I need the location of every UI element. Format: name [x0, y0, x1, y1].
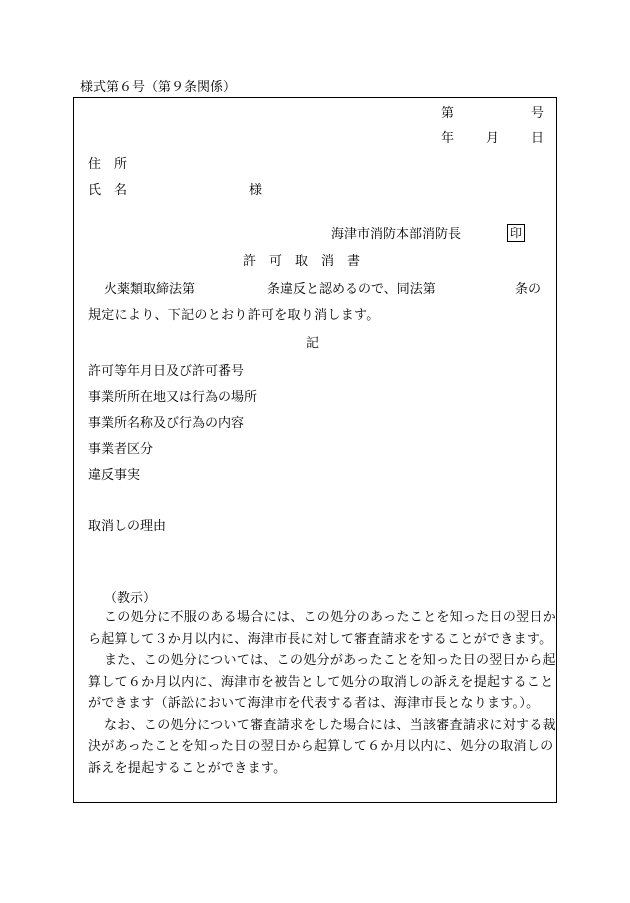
- form-heading: 様式第６号（第９条関係）: [80, 80, 237, 95]
- issuer-name: 海津市消防本部消防長: [331, 227, 462, 242]
- date-year: 年: [441, 131, 455, 146]
- notice-heading: （教示）: [104, 591, 157, 606]
- notice-line: ら起算して３か月以内に、海津市長に対して審査請求をすることができます。: [88, 632, 553, 647]
- notice-line: 算して６か月以内に、海津市を被告として処分の取消しの訴えを提起すること: [88, 675, 554, 690]
- item-permit-date-number: 許可等年月日及び許可番号: [88, 364, 245, 379]
- document-title: 許 可 取 消 書: [243, 254, 361, 269]
- seal-mark: 印: [507, 224, 525, 242]
- ki-mark: 記: [306, 336, 320, 351]
- doc-number-prefix: 第: [441, 106, 455, 121]
- honorific: 様: [249, 183, 263, 198]
- notice-line: 訴えを提起することができます。: [88, 761, 287, 776]
- notice-line: 決があったことを知った日の翌日から起算して６か月以内に、処分の取消しの: [88, 739, 554, 754]
- notice-line: ができます（訴訟において海津市を代表する者は、海津市長となります。）。: [88, 696, 540, 711]
- notice-line: この処分に不服のある場合には、この処分のあったことを知った日の翌日か: [104, 610, 557, 625]
- date-day: 日: [531, 131, 545, 146]
- item-violation-facts: 違反事実: [88, 468, 141, 483]
- body-line1-a: 火薬類取締法第: [104, 282, 196, 297]
- reason-label: 取消しの理由: [88, 519, 167, 534]
- item-operator-category: 事業者区分: [88, 442, 154, 457]
- body-line1-c: 条の: [515, 282, 542, 297]
- date-month: 月: [486, 131, 500, 146]
- notice-line: また、この処分については、この処分があったことを知った日の翌日から起: [104, 653, 556, 668]
- address-label: 住 所: [88, 157, 128, 172]
- body-line1-b: 条違反と認めるので、同法第: [267, 282, 436, 297]
- item-office-name: 事業所名称及び行為の内容: [88, 416, 245, 431]
- body-line2: 規定により、下記のとおり許可を取り消します。: [88, 308, 380, 323]
- doc-number-suffix: 号: [531, 106, 545, 121]
- name-label: 氏 名: [88, 183, 128, 198]
- notice-line: なお、この処分について審査請求をした場合には、当該審査請求に対する裁: [104, 718, 556, 733]
- item-office-location: 事業所所在地又は行為の場所: [88, 390, 258, 405]
